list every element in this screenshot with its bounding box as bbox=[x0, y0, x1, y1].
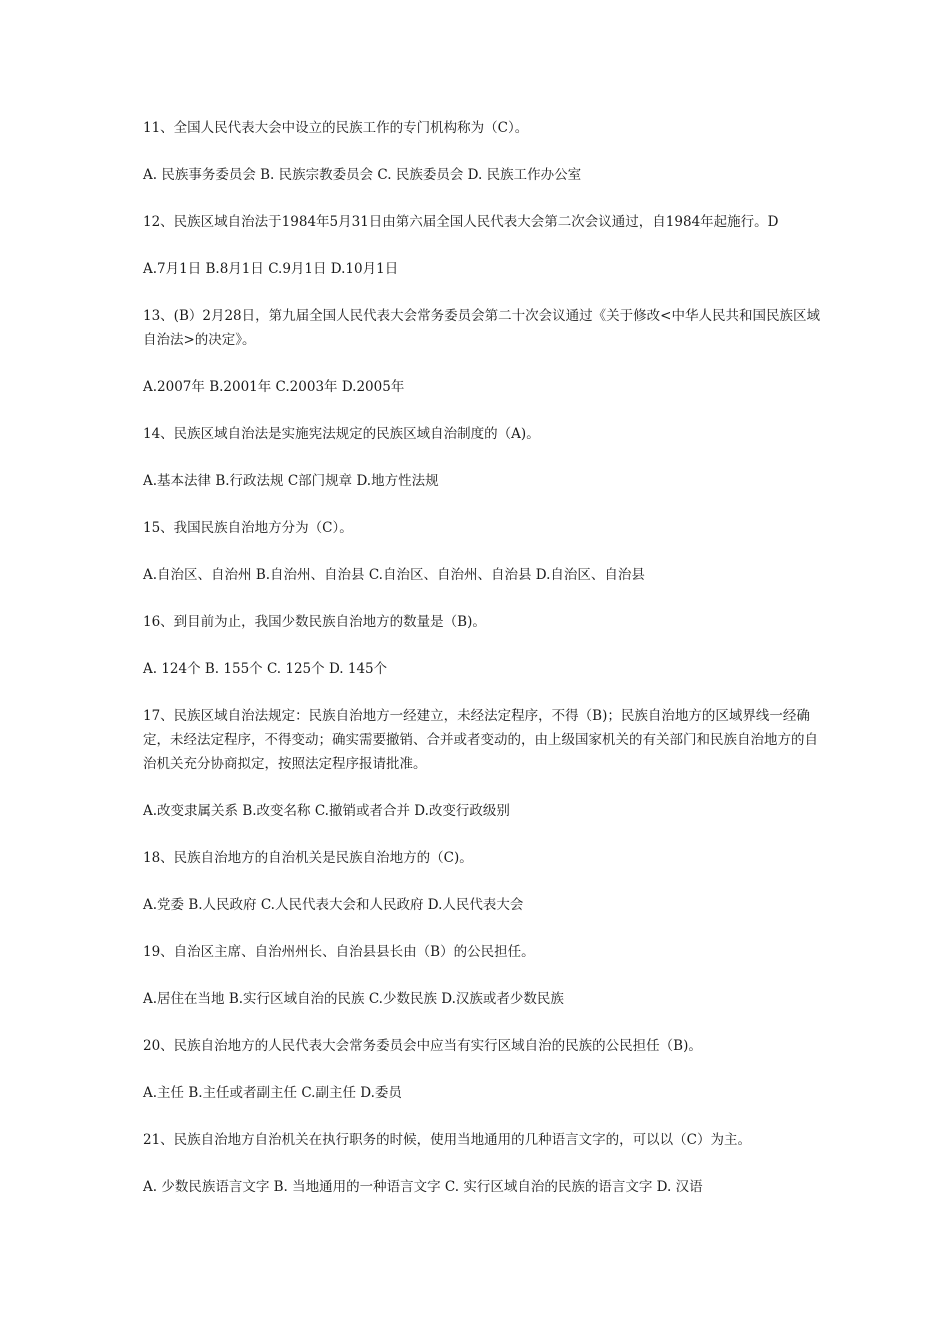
question-19: 19、自治区主席、自治州州长、自治县县长由（B）的公民担任。 bbox=[143, 944, 535, 960]
options-15: A.自治区、自治州 B.自治州、自治县 C.自治区、自治州、自治县 D.自治区、自治县 bbox=[143, 567, 645, 583]
question-21: 21、民族自治地方自治机关在执行职务的时候，使用当地通用的几种语言文字的，可以以（C）为主。 bbox=[143, 1132, 752, 1148]
options-18: A.党委 B.人民政府 C.人民代表大会和人民政府 D.人民代表大会 bbox=[143, 897, 524, 913]
question-17: 17、民族区域自治法规定：民族自治地方一经建立，未经法定程序，不得（B)；民族自治地方的区域界线一经确定，未经法定程序，不得变动；确实需要撤销、合并或者变动的，由上级国家机关的有关部门和民族自治地方的自治机关充分协商拟定，按照法定程序报请批准。 bbox=[143, 708, 818, 772]
options-13: A.2007年 B.2001年 C.2003年 D.2005年 bbox=[143, 379, 405, 395]
options-20: A.主任 B.主任或者副主任 C.副主任 D.委员 bbox=[143, 1085, 402, 1101]
options-21: A. 少数民族语言文字 B. 当地通用的一种语言文字 C. 实行区域自治的民族的语言文字 D. 汉语 bbox=[143, 1179, 703, 1195]
options-11: A. 民族事务委员会 B. 民族宗教委员会 C. 民族委员会 D. 民族工作办公室 bbox=[143, 167, 582, 183]
question-12: 12、民族区域自治法于1984年5月31日由第六届全国人民代表大会第二次会议通过，自1984年起施行。D bbox=[143, 214, 779, 230]
question-list bbox=[143, 116, 823, 1222]
question-18: 18、民族自治地方的自治机关是民族自治地方的（C)。 bbox=[143, 850, 473, 866]
question-14: 14、民族区域自治法是实施宪法规定的民族区域自治制度的（A)。 bbox=[143, 426, 540, 442]
question-20: 20、民族自治地方的人民代表大会常务委员会中应当有实行区域自治的民族的公民担任（B)。 bbox=[143, 1038, 702, 1054]
question-15: 15、我国民族自治地方分为（C）。 bbox=[143, 520, 353, 536]
options-17: A.改变隶属关系 B.改变名称 C.撤销或者合并 D.改变行政级别 bbox=[143, 803, 510, 819]
question-13: 13、(B）2月28日，第九届全国人民代表大会常务委员会第二十次会议通过《关于修改<中华人民共和国民族区域自治法>的决定》。 bbox=[143, 308, 820, 348]
question-11: 11、全国人民代表大会中设立的民族工作的专门机构称为（C）。 bbox=[143, 120, 529, 136]
options-14: A.基本法律 B.行政法规 C部门规章 D.地方性法规 bbox=[143, 473, 439, 489]
options-12: A.7月1日 B.8月1日 C.9月1日 D.10月1日 bbox=[143, 261, 399, 277]
options-19: A.居住在当地 B.实行区域自治的民族 C.少数民族 D.汉族或者少数民族 bbox=[143, 991, 564, 1007]
options-16: A. 124个 B. 155个 C. 125个 D. 145个 bbox=[143, 661, 388, 677]
question-16: 16、到目前为止，我国少数民族自治地方的数量是（B)。 bbox=[143, 614, 486, 630]
